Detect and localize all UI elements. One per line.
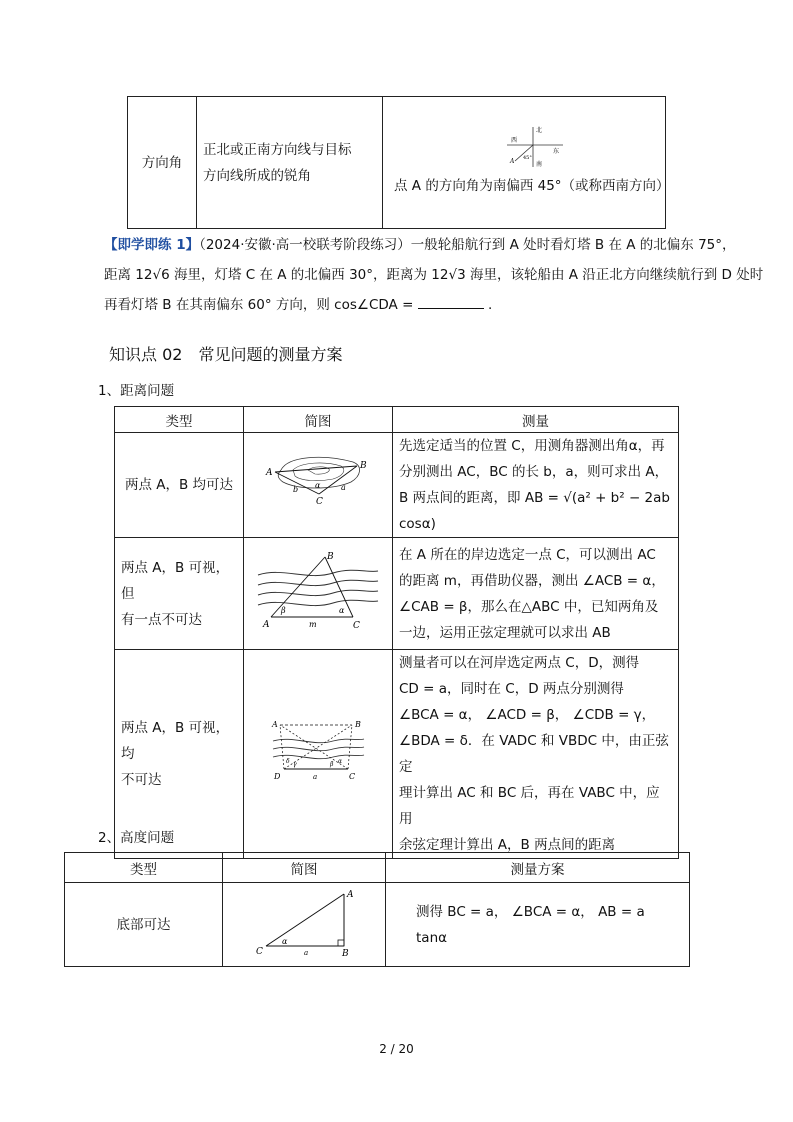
- practice-source: （2024·安徽·高一校联考阶段练习）: [199, 237, 411, 253]
- distance-row1-figure-cell: [244, 433, 393, 538]
- height-header-type: 类型: [65, 853, 223, 883]
- height-heading: 2、高度问题: [98, 830, 175, 846]
- svg-text:C: C: [349, 772, 356, 781]
- distance-row2-figure-cell: [244, 538, 393, 650]
- distance-row1-type: 两点 A，B 均可达: [115, 433, 244, 538]
- distance-heading: 1、距离问题: [98, 383, 175, 399]
- svg-text:m: m: [309, 619, 317, 629]
- example-caption: 点 A 的方向角为南偏西 45°（或称西南方向）: [394, 178, 670, 194]
- svg-text:C: C: [256, 946, 263, 957]
- svg-text:A: A: [263, 619, 270, 630]
- svg-text:a: a: [304, 948, 309, 957]
- svg-text:C: C: [353, 620, 360, 631]
- distance-row3-measure: 测量者可以在河岸选定两点 C，D，测得 CD = a，同时在 C，D 两点分别测得 ∠BCA = α， ∠ACD = β， ∠CDB = γ， ∠BDA = δ．在 VADC 和 VBDC 中，由正弦定 理计算出 AC 和 BC 后，再在 VABC 中，应用 余弦定理计算出 A，B 两点间的距离: [393, 650, 679, 859]
- distance-row1-figure: [263, 448, 373, 518]
- distance-row3-figure: [268, 717, 368, 787]
- distance-header-measure: 测量: [393, 407, 679, 433]
- example-cell: [383, 97, 670, 229]
- practice-line2: 距离 12√6 海里，灯塔 C 在 A 的北偏西 30°，距离为 12√3 海里，该轮船由 A 沿正北方向继续航行到 D 处时: [104, 267, 764, 283]
- svg-text:δ: δ: [286, 758, 290, 765]
- height-row-type: 底部可达: [65, 883, 223, 967]
- svg-text:a: a: [341, 483, 346, 492]
- compass-angle: 45°: [523, 155, 532, 161]
- compass-figure: [501, 123, 571, 173]
- answer-blank[interactable]: [418, 296, 484, 309]
- definition-text: 正北或正南方向线与目标方向线所成的锐角: [203, 141, 352, 184]
- height-row-figure-cell: [223, 883, 386, 967]
- definition-cell: [197, 97, 383, 229]
- height-header-figure: 简图: [223, 853, 386, 883]
- section-title: 知识点 02 常见问题的测量方案: [109, 345, 343, 364]
- svg-text:b: b: [293, 485, 299, 494]
- distance-row2-type: 两点 A，B 可视，但 有一点不可达: [115, 538, 244, 650]
- svg-text:B: B: [360, 461, 367, 471]
- direction-angle-table: [127, 96, 670, 229]
- svg-text:α: α: [338, 758, 343, 765]
- svg-text:B: B: [327, 551, 334, 562]
- distance-header-type: 类型: [115, 407, 244, 433]
- distance-row3-type: 两点 A，B 可视，均 不可达: [115, 650, 244, 859]
- svg-text:B: B: [342, 948, 349, 958]
- compass-west: 西: [511, 137, 518, 144]
- practice-end: .: [487, 297, 493, 313]
- svg-text:B: B: [355, 720, 361, 729]
- svg-text:α: α: [339, 605, 345, 615]
- distance-row1-measure: 先选定适当的位置 C，用测角器测出角α，再 分别测出 AC，BC 的长 b，a，则可求出 A， B 两点间的距离，即 AB = √(a² + b² − 2ab cosα): [393, 433, 679, 538]
- svg-text:C: C: [316, 497, 323, 507]
- svg-text:β: β: [281, 605, 286, 615]
- compass-point: A: [510, 158, 515, 165]
- svg-text:A: A: [272, 720, 278, 729]
- svg-text:A: A: [266, 468, 273, 478]
- practice-tag: 【即学即练 1】: [104, 237, 200, 253]
- distance-header-figure: 简图: [244, 407, 393, 433]
- svg-text:α: α: [315, 481, 321, 490]
- practice-problem: [104, 230, 764, 320]
- distance-row3-figure-cell: [244, 650, 393, 859]
- compass-north: 北: [536, 127, 543, 134]
- svg-text:a: a: [313, 773, 318, 781]
- svg-text:A: A: [347, 889, 354, 900]
- distance-table: [114, 406, 679, 859]
- height-table: [64, 852, 690, 967]
- compass-east: 东: [553, 148, 560, 155]
- svg-text:γ: γ: [293, 761, 297, 768]
- height-header-scheme: 测量方案: [386, 853, 690, 883]
- svg-text:α: α: [282, 936, 288, 946]
- height-row-scheme: 测得 BC = a， ∠BCA = α， AB = a tanα: [386, 883, 690, 967]
- compass-south: 南: [536, 161, 543, 168]
- svg-text:β: β: [330, 761, 334, 768]
- distance-row2-measure: 在 A 所在的岸边选定一点 C，可以测出 AC 的距离 m，再借助仪器，测出 ∠ACB = α， ∠CAB = β，那么在△ABC 中，已知两角及 一边，运用正弦定理就可以求出 AB: [393, 538, 679, 650]
- distance-row2-figure: [253, 547, 383, 637]
- page-number: 2 / 20: [379, 1042, 414, 1056]
- svg-text:D: D: [274, 772, 281, 781]
- height-figure: [244, 888, 364, 958]
- term-cell: [128, 97, 197, 229]
- term-text: 方向角: [141, 154, 183, 171]
- practice-line1: 一般轮船航行到 A 处时看灯塔 B 在 A 的北偏东 75°，: [410, 237, 736, 253]
- practice-line3: 再看灯塔 B 在其南偏东 60° 方向，则 cos∠CDA =: [104, 297, 414, 313]
